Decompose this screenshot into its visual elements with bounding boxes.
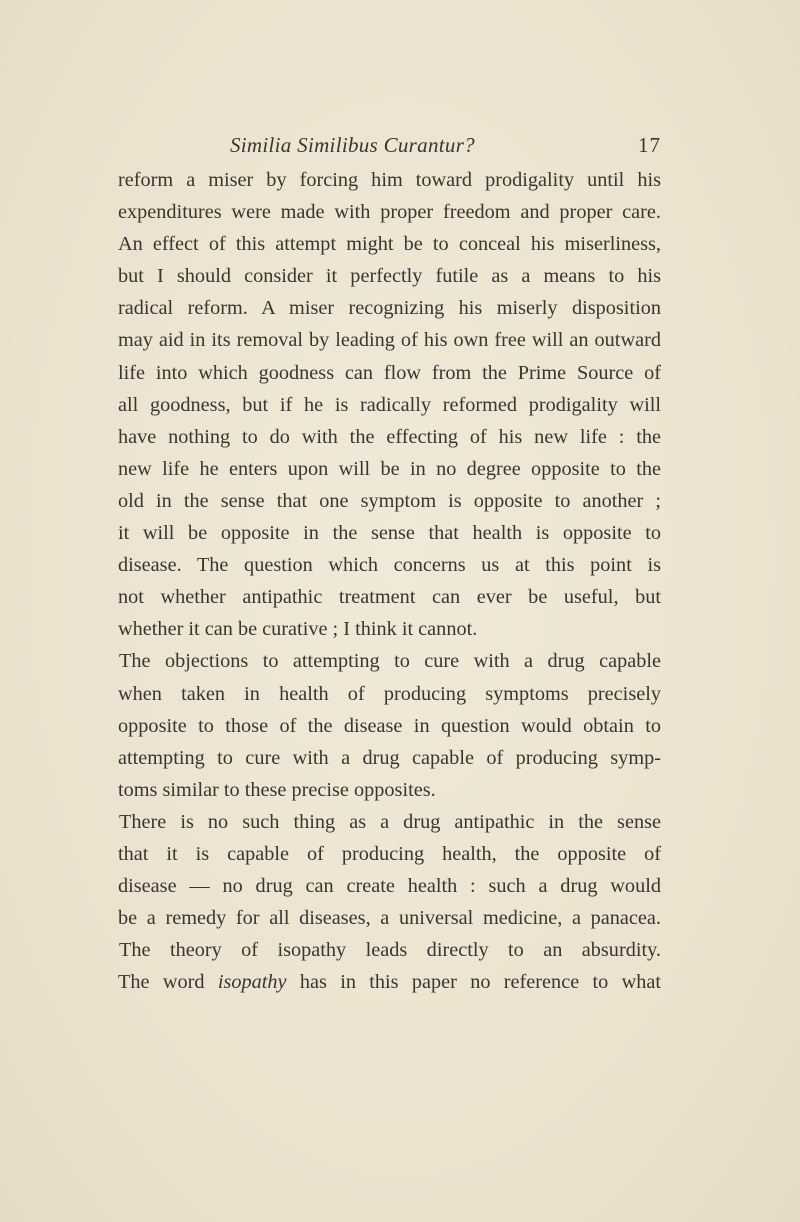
text-line: opposite to those of the disease in question would obtain to [118, 714, 661, 737]
text-line: new life he enters upon will be in no degree opposite to the [118, 457, 661, 480]
text-line: An effect of this attempt might be to conceal his miserliness, [118, 233, 661, 256]
text-line: all goodness, but if he is radically reformed prodigality will [118, 393, 661, 416]
text-line: disease. The question which concerns us at this point is [118, 554, 661, 577]
text-line: old in the sense that one symptom is opposite to another ; [118, 489, 661, 512]
page-number: 17 [638, 133, 661, 157]
running-head [118, 133, 661, 163]
text-line: radical reform. A miser recognizing his miserly disposition [118, 297, 661, 320]
text-fragment: The word [118, 971, 218, 994]
italic-term: isopathy [217, 971, 287, 994]
text-line: but I should consider it perfectly futile as a means to his [118, 265, 661, 288]
text-line: it will be opposite in the sense that health is opposite to [118, 522, 661, 545]
text-line: not whether antipathic treatment can ever be useful, but [118, 586, 661, 609]
text-line: toms similar to these precise opposites. [118, 778, 436, 801]
text-line: disease — no drug can create health : such a drug would [118, 875, 661, 898]
running-title: Similia Similibus Curantur? [230, 133, 475, 157]
text-line: may aid in its removal by leading of his own free will an outward [118, 329, 661, 352]
text-line: have nothing to do with the effecting of his new life : the [118, 425, 661, 448]
text-line: be a remedy for all diseases, a universal medicine, a panacea. [118, 907, 661, 930]
text-line: reform a miser by forcing him toward prodigality until his [118, 169, 661, 191]
text-fragment: has in this paper no reference to what [286, 971, 662, 994]
text-line: whether it can be curative ; I think it cannot. [118, 618, 478, 641]
text-line: expenditures were made with proper freedom and proper care. [118, 201, 661, 224]
text-line: life into which goodness can flow from the Prime Source of [118, 361, 661, 384]
body-text [118, 164, 661, 998]
text-line: attempting to cure with a drug capable of producing symp- [118, 746, 661, 769]
text-line: that it is capable of producing health, the opposite of [118, 842, 661, 865]
text-line: There is no such thing as a drug antipathic in the sense [119, 810, 661, 833]
text-line: when taken in health of producing symptoms precisely [118, 682, 661, 705]
text-line-last [118, 966, 661, 998]
text-line: The theory of isopathy leads directly to an absurdity. [119, 939, 661, 962]
text-line: The objections to attempting to cure with a drug capable [119, 650, 661, 673]
